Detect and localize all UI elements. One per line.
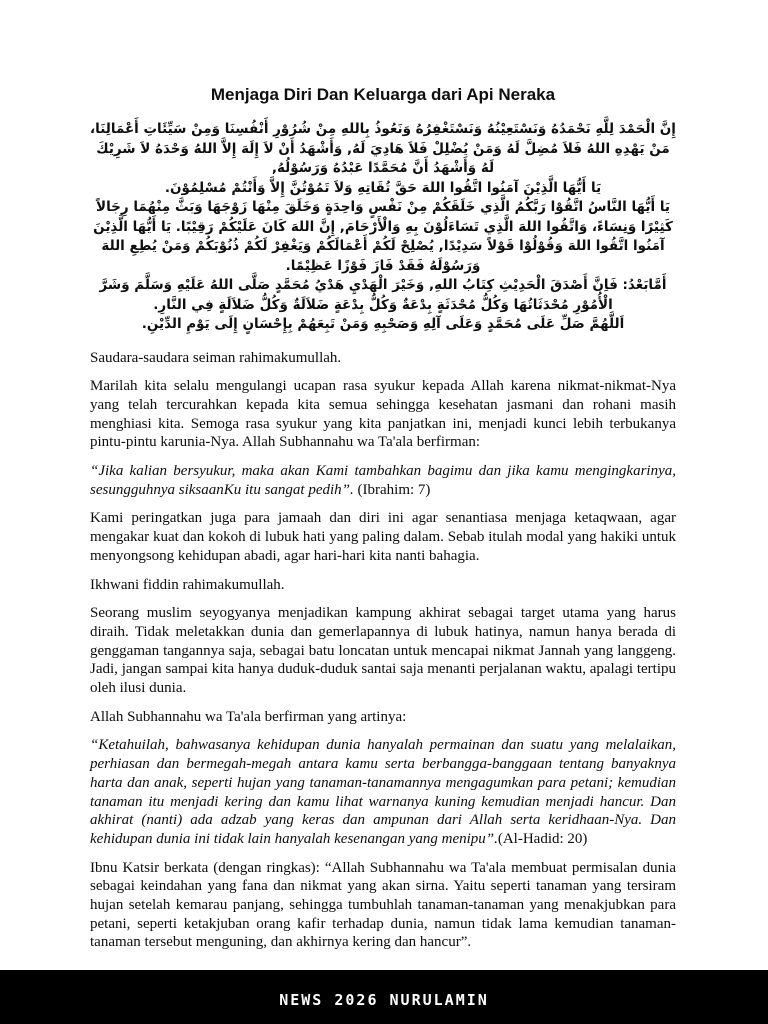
quote-text: “Jika kalian bersyukur, maka akan Kami tambahkan bagimu dan jika kamu mengingkarinya, sesungguhnya siksaanKu itu sangat pedih”. [90,463,676,498]
arabic-line-ammaba-du: أَمَّابَعْدُ: فَاِنَّ أَصْدَقَ الْحَدِيْثِ كِتَابُ اللهِ, وَخَيْرَ الْهَدْيِ هَدْيُ مُحَمَّدٍ صَلَّى اللهُ عَلَيْهِ وَسَلَّمَ وَشَرَّ الْأُمُوْرِ مُحْدَثَاتُهَا وَكُلُّ مُحْدَثَةٍ بِدْعَةٌ وَكُلُّ بِدْعَةٍ ضَلاَلَةٌ وَكُلُّ ضَلاَلَةٍ فِي النَّارِ. [99,277,667,313]
body-paragraph-akhirat: Seorang muslim seyogyanya menjadikan kampung akhirat sebagai target utama yang harus diraih. Tidak meletakkan dunia dan gemerlapannya di lubuk hatinya, namun hanya berada di genggaman tangannya saja, sebagai batu loncatan untuk mencapai nikmat Jannah yang langgeng. Jadi, jangan sampai kita hanya duduk-duduk santai saja menanti perjalanan waktu, apalagi tertipu oleh ilusi dunia. [90,605,676,697]
body-paragraph-syukur: Marilah kita selalu mengulangi ucapan rasa syukur kepada Allah karena nikmat-nikmat-Nya yang telah tercurahkan kepada kita semua sehingga kesehatan jasmani dan rohani masih menghiasi kita. Semoga rasa syukur yang kita panjatkan ini, menjadi kunci lebih terbukanya pintu-pintu karunia-Nya. Allah Subhannahu wa Ta'ala berfirman: [90,378,676,451]
page-title: Menjaga Diri Dan Keluarga dari Api Neraka [210,85,556,104]
arabic-line-taqwa-verse: يَا أَيُّهَا الَّذِيْنَ آمَنُوا اتَّقُوا اللهَ حَقَّ تُقَاتِهِ وَلاَ تَمُوْتُنَّ إِلاَّ وَأَنْتُمْ مُسْلِمُوْنَ. [164,179,602,196]
arabic-line-annisa-verse: يَا أَيُّهَا النَّاسُ اتَّقُوْا رَبَّكُمُ الَّذِي خَلَقَكُمْ مِنْ نَفْسٍ وَاحِدَةٍ وَخَلَقَ مِنْهَا زَوْجَهَا وَبَثَّ مِنْهُمَا رِجَالاً كَثِيْرًا وَنِسَاءً، وَاتَّقُوا اللهَ الَّذِي تَسَاءَلُوْنَ بِهِ وَالْأَرْحَامَ, إِنَّ اللهَ كَانَ عَلَيْكُمْ رَقِيْبًا. يَا أَيُّهَا الَّذِيْنَ آمَنُوا اتَّقُوا اللهَ وَقُوْلُوْا قَوْلاً سَدِيْدًا, يُصْلِحْ لَكُمْ أَعْمَالَكُمْ وَيَغْفِرْ لَكُمْ ذُنُوْبَكُمْ وَمَنْ يُطِعِ اللهَ وَرَسُوْلَهُ فَقَدْ فَازَ فَوْزًا عَظِيْمًا. [93,199,673,274]
quote-citation: (Al-Hadid: 20) [497,830,588,847]
body-paragraph-greeting: Saudara-saudara seiman rahimakumullah. [90,349,342,366]
quote-text: “Ketahuilah, bahwasanya kehidupan dunia hanyalah permainan dan suatu yang melalaikan, perhiasan dan bermegah-megah antara kamu serta berbangga-banggaan tentang banyaknya harta dan anak, seperti hujan yang tanaman-tanamannya mengagumkan para petani; kemudian tanaman itu menjadi kering dan kamu lihat warnanya kuning kemudian menjadi hancur. Dan akhirat (nanti) ada adzab yang keras dan ampunan dari Allah serta keridhaan-Nya. Dan kehidupan dunia ini tidak lain hanyalah kesenangan yang menipu”. [90,737,676,847]
footer-banner [0,970,768,1024]
footer-text: NEWS 2026 NURULAMIN [279,991,489,1009]
body-paragraph-ibnu-katsir: Ibnu Katsir berkata (dengan ringkas): “Allah Subhannahu wa Ta'ala membuat permisalan dunia sebagai keindahan yang fana dan nikmat yang akan sirna. Yaitu seperti tanaman yang tersiram hujan setelah kemarau panjang, sehingga tumbuhlah tanaman-tanaman yang menakjubkan para petani, seperti ketakjuban orang kafir terhadap dunia, namun tidak lama kemudian tanaman-tanaman tersebut menguning, dan akhirnya kering dan hancur”. [90,859,676,951]
arabic-khutbah-block [90,120,676,335]
body-paragraph-peringatan: Kami peringatkan juga para jamaah dan diri ini agar senantiasa menjaga ketaqwaan, agar mengakar kuat dan kokoh di lubuk hati yang paling dalam. Sebab itulah modal yang hakiki untuk menyongsong kehidupan abadi, agar hari-hari kita nanti bahagia. [90,510,676,564]
arabic-line-hamdalah: إِنَّ الْحَمْدَ لِلَّهِ نَحْمَدُهُ وَنَسْتَعِيْنُهُ وَنَسْتَغْفِرُهُ وَنَعُوذُ بِاللهِ مِنْ شُرُوْرِ أَنْفُسِنَا وَمِنْ سَيِّئَاتِ أَعْمَالِنَا، مَنْ يَهْدِهِ اللهُ فَلاَ مُضِلَّ لَهُ وَمَنْ يُضْلِلْ فَلاَ هَادِيَ لَهُ, وَأَشْهَدُ أَنْ لاَ إِلَهَ إِلاَّ اللهُ وَحْدَهُ لاَ شَرِيْكَ لَهُ وَأَشْهَدُ أَنَّ مُحَمَّدًا عَبْدُهُ وَرَسُوْلُهُ, [90,121,676,176]
quote-citation: (Ibrahim: 7) [353,481,431,498]
quote-paragraph-alhadid [90,736,676,848]
sermon-body [90,349,676,953]
body-paragraph-firman-intro: Allah Subhannahu wa Ta'ala berfirman yang artinya: [90,708,407,725]
quote-paragraph-ibrahim [90,462,676,499]
arabic-line-shalawat: اَللَّهُمَّ صَلِّ عَلَى مُحَمَّدٍ وَعَلَى آلِهِ وَصَحْبِهِ وَمَنْ تَبِعَهُمْ بِإِحْسَانٍ إِلَى يَوْمِ الدِّيْنِ. [141,316,625,332]
body-paragraph-ikhwani: Ikhwani fiddin rahimakumullah. [90,576,285,593]
